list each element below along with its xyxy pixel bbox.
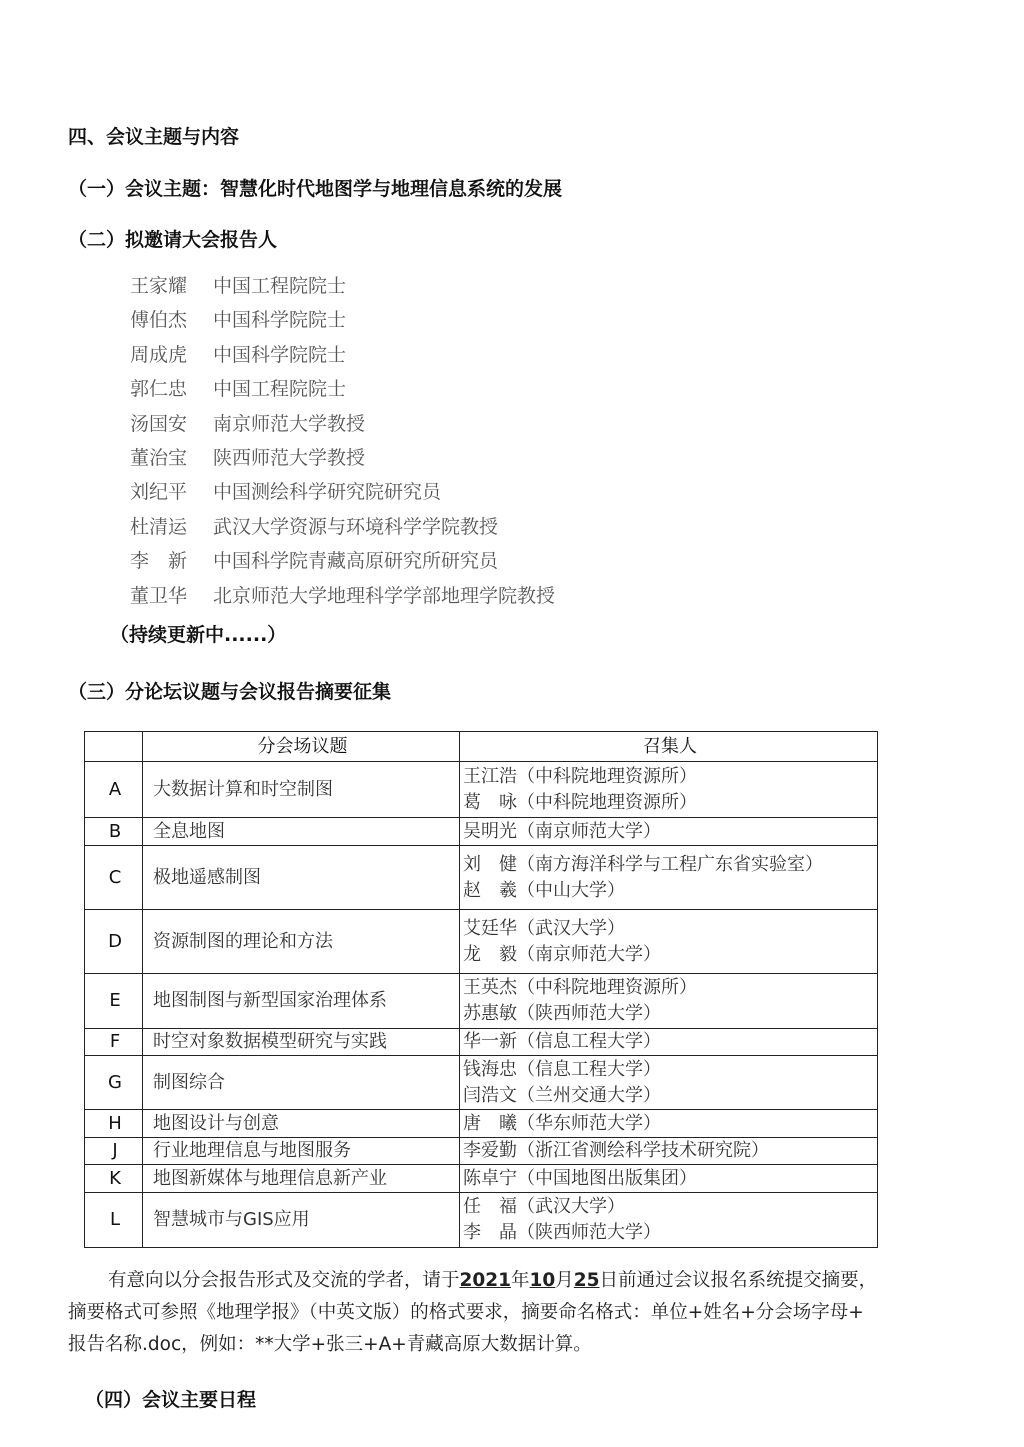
row-letter: D	[85, 910, 143, 974]
row-topic: 全息地图	[143, 818, 460, 846]
row-topic: 地图新媒体与地理信息新产业	[143, 1165, 460, 1193]
header-conveners: 召集人	[460, 732, 878, 762]
speaker-name: 郭仁忠	[130, 378, 188, 401]
speakers-heading: （二）拟邀请大会报告人	[68, 229, 278, 251]
updating-note: （持续更新中......）	[110, 624, 287, 646]
theme-heading: （一）会议主题：智慧化时代地图学与地理信息系统的发展	[68, 178, 563, 200]
row-conveners	[460, 818, 878, 846]
row-topic: 资源制图的理论和方法	[143, 910, 460, 974]
convener: 艾廷华（武汉大学）	[463, 917, 625, 939]
text: 前通过会议报名系统提交摘要，	[618, 1270, 878, 1291]
speaker-title: 武汉大学资源与环境科学学院教授	[213, 515, 499, 538]
convener: 闫浩文（兰州交通大学）	[463, 1084, 661, 1106]
speaker-title: 中国工程院院士	[213, 275, 347, 297]
table-row	[85, 1056, 878, 1110]
row-letter: B	[85, 818, 143, 846]
row-topic: 行业地理信息与地图服务	[143, 1138, 460, 1165]
row-topic: 时空对象数据模型研究与实践	[143, 1029, 460, 1056]
header-topic: 分会场议题	[143, 732, 460, 762]
speaker-title: 中国测绘科学研究院研究员	[213, 481, 442, 504]
deadline-day: 25	[573, 1270, 600, 1291]
convener: 赵 羲（中山大学）	[463, 879, 625, 901]
speaker-name: 董治宝	[130, 447, 188, 469]
convener: 刘 健（南方海洋科学与工程广东省实验室）	[463, 853, 823, 875]
row-conveners	[460, 1056, 878, 1110]
speaker-title: 中国科学院青藏高原研究所研究员	[213, 550, 499, 573]
speaker-name: 汤国安	[130, 412, 188, 435]
row-letter: J	[85, 1138, 143, 1165]
speaker-name: 王家耀	[130, 275, 188, 297]
text: 日	[599, 1270, 619, 1291]
table-row	[85, 1138, 878, 1165]
speaker-title: 北京师范大学地理科学学部地理学院教授	[213, 584, 556, 607]
convener: 任 福（武汉大学）	[463, 1196, 625, 1217]
table-row	[85, 974, 878, 1029]
row-conveners	[460, 910, 878, 974]
speaker-title: 南京师范大学教授	[213, 412, 366, 435]
row-letter: C	[85, 846, 143, 910]
row-conveners	[460, 1193, 878, 1248]
speaker-title: 中国科学院院士	[213, 309, 347, 332]
row-topic: 大数据计算和时空制图	[143, 762, 460, 818]
row-letter: H	[85, 1110, 143, 1138]
row-topic: 智慧城市与GIS应用	[143, 1193, 460, 1248]
table-row	[85, 1029, 878, 1056]
text: 有意向以分会报告形式及交流的学者，请于	[108, 1270, 460, 1291]
speaker-name: 李 新	[130, 550, 188, 573]
row-conveners	[460, 762, 878, 818]
row-conveners	[460, 1110, 878, 1138]
row-letter: F	[85, 1029, 143, 1056]
convener: 吴明光（南京师范大学）	[463, 820, 661, 842]
table-row	[85, 1165, 878, 1193]
row-topic: 极地遥感制图	[143, 846, 460, 910]
row-letter: E	[85, 974, 143, 1029]
table-row	[85, 818, 878, 846]
row-letter: A	[85, 762, 143, 818]
table-row	[85, 1110, 878, 1138]
header-letter	[85, 732, 143, 762]
paragraph-line-1	[108, 1266, 877, 1292]
row-letter: K	[85, 1165, 143, 1193]
convener: 唐 曦（华东师范大学）	[463, 1112, 661, 1134]
text: 月	[555, 1270, 574, 1291]
row-topic: 制图综合	[143, 1056, 460, 1110]
row-conveners	[460, 974, 878, 1029]
forum-heading: （三）分论坛议题与会议报告摘要征集	[68, 681, 392, 703]
convener: 华一新（信息工程大学）	[463, 1031, 661, 1052]
speaker-name: 周成虎	[130, 343, 188, 366]
speaker-title: 中国科学院院士	[213, 343, 347, 366]
paragraph-line-3: 报告名称.doc，例如：**大学+张三+A+青藏高原大数据计算。	[68, 1334, 592, 1355]
row-topic: 地图制图与新型国家治理体系	[143, 974, 460, 1029]
row-letter: L	[85, 1193, 143, 1248]
speaker-name: 董卫华	[130, 584, 188, 607]
deadline-year: 2021	[459, 1270, 512, 1291]
table-row	[85, 1193, 878, 1248]
convener: 陈卓宁（中国地图出版集团）	[463, 1167, 697, 1189]
speaker-name: 刘纪平	[130, 481, 188, 504]
table-row	[85, 762, 878, 818]
paragraph-line-2: 摘要格式可参照《地理学报》（中英文版）的格式要求，摘要命名格式：单位+姓名+分会场字母+	[68, 1302, 864, 1323]
table-row	[85, 910, 878, 974]
convener: 李爱勤（浙江省测绘科学技术研究院）	[463, 1140, 769, 1161]
forum-table	[84, 731, 878, 1248]
convener: 王江浩（中科院地理资源所）	[463, 765, 697, 787]
speaker-name: 傅伯杰	[130, 309, 188, 332]
convener: 李 晶（陕西师范大学）	[463, 1222, 661, 1243]
row-letter: G	[85, 1056, 143, 1110]
text: 年	[511, 1270, 530, 1291]
row-topic: 地图设计与创意	[143, 1110, 460, 1138]
convener: 王英杰（中科院地理资源所）	[463, 977, 697, 998]
convener: 龙 毅（南京师范大学）	[463, 943, 661, 965]
table-row	[85, 846, 878, 910]
row-conveners	[460, 1029, 878, 1056]
deadline-month: 10	[529, 1270, 556, 1291]
row-conveners	[460, 846, 878, 910]
row-conveners	[460, 1165, 878, 1193]
row-conveners	[460, 1138, 878, 1165]
speaker-title: 陕西师范大学教授	[213, 447, 366, 469]
speaker-name: 杜清运	[130, 515, 188, 538]
convener: 葛 咏（中科院地理资源所）	[463, 791, 697, 813]
speaker-title: 中国工程院院士	[213, 378, 347, 401]
section-title: 四、会议主题与内容	[68, 126, 240, 148]
convener: 钱海忠（信息工程大学）	[463, 1058, 661, 1080]
schedule-heading: （四）会议主要日程	[85, 1389, 257, 1411]
convener: 苏惠敏（陕西师范大学）	[463, 1003, 661, 1024]
